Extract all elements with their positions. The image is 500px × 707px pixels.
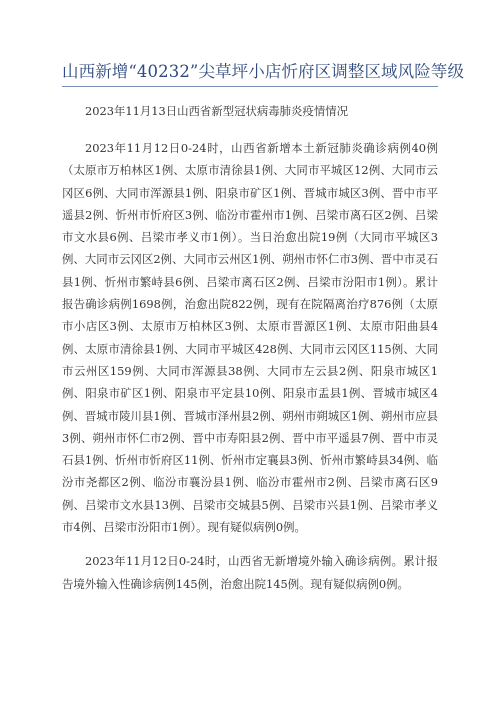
- body-paragraph-2: 2023年11月12日0-24时，山西省无新增境外输入确诊病例。累计报告境外输入性确诊病例145例，治愈出院145例。现有疑似病例0例。: [62, 554, 438, 591]
- title-divider: [62, 86, 438, 87]
- document-subtitle: 2023年11月13日山西省新型冠状病毒肺炎疫情情况: [85, 104, 349, 118]
- body-paragraph-1: 2023年11月12日0-24时，山西省新增本土新冠肺炎确诊病例40例（太原市万柏林区1例、太原市清徐县1例、大同市平城区12例、大同市云冈区6例、大同市浑源县1例、阳泉市矿区1例、晋城市城区3例、晋中市平遥县2例、忻州市忻府区3例、临汾市霍州市1例、吕梁市离石区2例、吕梁市文水县6例、吕梁市孝义市1例）。当日治愈出院19例（大同市平城区3例、大同市云冈区2例、大同市云州区1例、朔州市怀仁市3例、晋中市灵石县1例、忻州市繁峙县6例、吕梁市离石区2例、吕梁市汾阳市1例）。累计报告确诊病例1698例，治愈出院822例，现有在院隔离治疗876例（太原市小店区3例、太原市万柏林区3例、太原市晋源区1例、太原市阳曲县4例、太原市清徐县1例、大同市平城区428例、大同市云冈区115例、大同市云州区159例、大同市浑源县38例、大同市左云县2例、阳泉市城区1例、阳泉市矿区1例、阳泉市平定县10例、阳泉市盂县1例、晋城市城区4例、晋城市陵川县1例、晋城市泽州县2例、朔州市朔城区1例、朔州市应县3例、朔州市怀仁市2例、晋中市寿阳县2例、晋中市平遥县7例、晋中市灵石县1例、忻州市忻府区11例、忻州市定襄县3例、忻州市繁峙县34例、临汾市尧都区2例、临汾市襄汾县1例、临汾市霍州市2例、吕梁市离石区9例、吕梁市文水县13例、吕梁市交城县5例、吕梁市兴县1例、吕梁市孝义市4例、吕梁市汾阳市1例）。现有疑似病例0例。: [62, 141, 438, 535]
- document-title: 山西新增“40232”尖草坪小店忻府区调整区域风险等级: [62, 62, 465, 81]
